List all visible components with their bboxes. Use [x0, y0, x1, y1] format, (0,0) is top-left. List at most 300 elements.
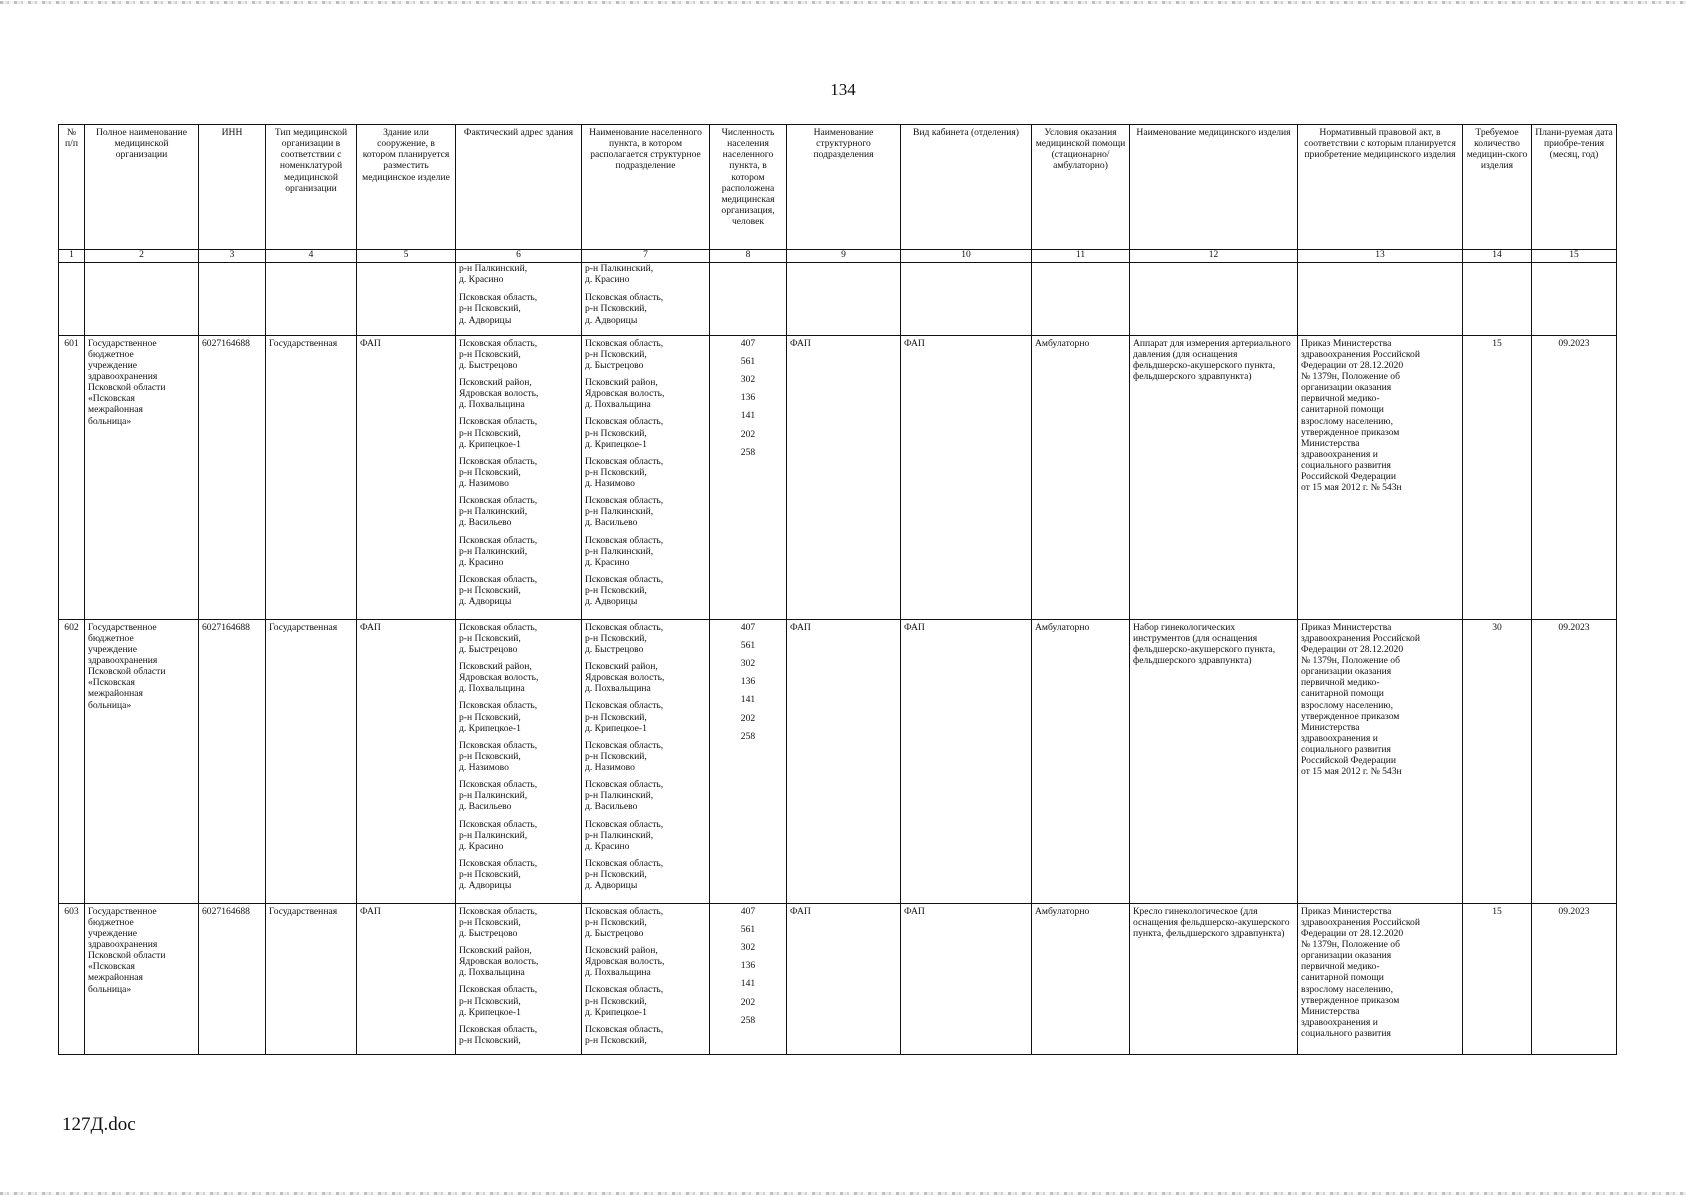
quantity: 15 [1463, 903, 1532, 1054]
legal-act-line: организации оказания [1301, 950, 1392, 962]
address-line: д. Похвальщина [585, 967, 651, 979]
address-line: д. Красино [585, 840, 630, 852]
address-line: р-н Псковский, [585, 585, 647, 596]
org-name-line: учреждение [88, 643, 137, 655]
address-line: р-н Палкинский, [585, 790, 654, 802]
legal-act-line: № 1379н, Положение об [1301, 371, 1400, 382]
column-number: 2 [85, 250, 199, 263]
table-cell [710, 263, 787, 336]
address-line: Псковская область, [585, 621, 664, 633]
table-cell [1298, 263, 1463, 336]
legal-act-line: взрослому населению, [1301, 699, 1393, 711]
address-line: р-н Псковский, [459, 466, 521, 478]
column-number: 7 [582, 250, 710, 263]
population-value: 302 [740, 658, 756, 669]
address-block [585, 700, 706, 733]
legal-act-line: социального развития [1301, 460, 1391, 471]
address-line: Псковская область, [585, 779, 664, 791]
address-line: Псковская область, [459, 455, 538, 467]
address-line: Псковская область, [585, 455, 664, 467]
legal-act-line: Федерации от 28.12.2020 [1301, 643, 1404, 655]
table-cell [582, 263, 710, 336]
building: ФАП [357, 335, 456, 619]
column-number: 13 [1298, 250, 1463, 263]
address-line: Псковская область, [585, 700, 664, 712]
column-number: 9 [787, 250, 901, 263]
address-block [459, 858, 578, 891]
legal-act-line: утвержденное приказом [1301, 994, 1400, 1006]
address-line: Псковская область, [585, 857, 664, 869]
population [710, 335, 787, 619]
address-line: р-н Псковский, [459, 995, 521, 1007]
address-line: р-н Палкинский, [585, 263, 654, 274]
address-block [459, 622, 578, 655]
org-name-line: больница» [88, 699, 132, 711]
table-cell [1032, 263, 1130, 336]
conditions: Амбулаторно [1032, 619, 1130, 903]
table-cell [1463, 263, 1532, 336]
address-block [585, 740, 706, 773]
org-type: Государственная [266, 335, 357, 619]
table-cell [266, 263, 357, 336]
address-line: Ядровская волость, [459, 956, 539, 968]
org-name [85, 903, 199, 1054]
address-line: Псковская область, [459, 495, 538, 507]
address-line: Псковская область, [585, 534, 664, 546]
legal-act-line: Приказ Министерства [1301, 337, 1392, 349]
device: Кресло гинекологическое (для оснащения фельдшерско-акушерского пункта, фельдшерского здравпункта) [1130, 903, 1298, 1054]
table-cell [59, 263, 85, 336]
address-line: Псковская область, [459, 905, 538, 917]
address-line: Псковская область, [585, 495, 664, 507]
address-block [585, 984, 706, 1017]
address-block [459, 819, 578, 852]
org-name-line: «Псковская [88, 961, 135, 973]
address-line: Псковская область, [459, 1023, 538, 1035]
table-cell [456, 263, 582, 336]
population-value: 561 [740, 639, 756, 651]
continuation-row [59, 263, 1617, 336]
address-block [585, 377, 706, 410]
address-line: д. Крипецкое-1 [459, 1006, 521, 1018]
org-name-line: Государственное [88, 337, 157, 349]
address-block [459, 263, 578, 286]
column-header: Численность населения населенного пункта, в котором расположена медицинская организация, человек [710, 125, 787, 250]
legal-act-line: утвержденное приказом [1301, 426, 1400, 438]
address-block [459, 740, 578, 773]
legal-act-line: здравоохранения Российской [1301, 916, 1420, 928]
org-name-line: межрайонная [88, 688, 143, 700]
address-line: д. Крипецкое-1 [585, 722, 647, 734]
device: Аппарат для измерения артериального давления (для оснащения фельдшерско-акушерского пункта, фельдшерского здравпункта) [1130, 335, 1298, 619]
address-line: р-н Псковский, [585, 303, 647, 315]
legal-act-line: утвержденное приказом [1301, 710, 1400, 722]
column-header: Требуемое количество медицин-ского изделия [1463, 125, 1532, 250]
address-line: д. Назимово [585, 762, 635, 773]
address-block [585, 338, 706, 371]
address-block [459, 535, 578, 568]
address-line: р-н Псковский, [459, 869, 521, 880]
legal-act-line: социального развития [1301, 744, 1391, 755]
legal-act-line: первичной медико- [1301, 393, 1380, 405]
org-name-line: учреждение [88, 927, 137, 939]
legal-act-line: Федерации от 28.12.2020 [1301, 359, 1404, 371]
population-value: 258 [740, 446, 756, 458]
cabinet: ФАП [901, 619, 1032, 903]
table-row [59, 335, 1617, 619]
org-name-line: больница» [88, 983, 132, 995]
address-line: р-н Псковский, [585, 711, 647, 723]
address-block [585, 535, 706, 568]
address-block [459, 495, 578, 528]
legal-act [1298, 335, 1463, 619]
address-line: д. Адворицы [459, 596, 512, 608]
column-header: Вид кабинета (отделения) [901, 125, 1032, 250]
settlement-name [582, 903, 710, 1054]
address-line: р-н Палкинский, [459, 829, 528, 841]
address-block [459, 416, 578, 449]
org-type: Государственная [266, 619, 357, 903]
page-number: 134 [830, 80, 856, 99]
legal-act-line: здравоохранения и [1301, 1016, 1378, 1028]
population [710, 903, 787, 1054]
population-value: 136 [740, 960, 756, 972]
column-number: 14 [1463, 250, 1532, 263]
address-block [459, 377, 578, 410]
column-number: 8 [710, 250, 787, 263]
column-number: 15 [1532, 250, 1617, 263]
address-block [585, 574, 706, 607]
address-line: д. Быстрецово [585, 643, 644, 655]
table-cell [1130, 263, 1298, 336]
org-name-line: Государственное [88, 905, 157, 917]
org-name [85, 619, 199, 903]
address-line: Псковский район, [459, 945, 532, 956]
legal-act-line: социального развития [1301, 1028, 1391, 1039]
address-line: Псковская область, [585, 739, 664, 751]
legal-act-line: № 1379н, Положение об [1301, 939, 1400, 950]
quantity: 30 [1463, 619, 1532, 903]
population-value: 561 [740, 923, 756, 935]
address-line: Псковская область, [459, 739, 538, 751]
address-line: р-н Палкинский, [459, 506, 528, 518]
address-line: д. Быстрецово [459, 927, 518, 939]
column-header: Наименование населенного пункта, в котором располагается структурное подразделение [582, 125, 710, 250]
address-block [459, 574, 578, 607]
building: ФАП [357, 903, 456, 1054]
table-body [59, 263, 1617, 1055]
address-block [585, 819, 706, 852]
org-name-line: Государственное [88, 621, 157, 633]
address-line: р-н Палкинский, [585, 545, 654, 557]
address-line: Ядровская волость, [459, 672, 539, 684]
column-number: 3 [199, 250, 266, 263]
population-value: 407 [740, 621, 756, 633]
address-line: д. Похвальщина [459, 967, 525, 979]
table-row [59, 903, 1617, 1054]
address-line: д. Васильево [585, 517, 638, 529]
address-line: д. Похвальщина [585, 399, 651, 411]
population-value: 302 [740, 942, 756, 953]
column-header: Плани-руемая дата приобре-тения (месяц, год) [1532, 125, 1617, 250]
settlement-name [582, 335, 710, 619]
legal-act [1298, 619, 1463, 903]
address-line: д. Крипецкое-1 [585, 1006, 647, 1018]
org-name-line: здравоохранения [88, 371, 158, 382]
population-value: 141 [740, 978, 756, 990]
legal-act-line: здравоохранения Российской [1301, 348, 1420, 360]
address-line: Псковская область, [459, 984, 538, 996]
org-name-line: Псковской области [88, 666, 166, 678]
legal-act-line: здравоохранения и [1301, 732, 1378, 744]
legal-act-line: санитарной помощи [1301, 404, 1384, 416]
address-line: р-н Палкинский, [585, 506, 654, 518]
settlement-name [582, 619, 710, 903]
subdivision: ФАП [787, 903, 901, 1054]
address-line: Ядровская волость, [459, 388, 539, 400]
address-line: д. Красино [459, 840, 504, 852]
address-line: д. Красино [585, 274, 630, 286]
column-number: 6 [456, 250, 582, 263]
address-block [585, 622, 706, 655]
org-name-line: больница» [88, 415, 132, 427]
legal-act-line: Министерства [1301, 1005, 1360, 1017]
address-line: д. Крипецкое-1 [459, 722, 521, 734]
address-block [585, 292, 706, 326]
address-line: Псковская область, [585, 337, 664, 349]
legal-act-line: взрослому населению, [1301, 415, 1393, 427]
org-name-line: здравоохранения [88, 655, 158, 666]
subdivision: ФАП [787, 619, 901, 903]
table-cell [85, 263, 199, 336]
org-name [85, 335, 199, 619]
address-line: Псковский район, [585, 377, 658, 388]
address-block [459, 292, 578, 326]
address-block [459, 700, 578, 733]
address-line: Псковская область, [585, 573, 664, 585]
legal-act-line: здравоохранения Российской [1301, 632, 1420, 644]
address-line: д. Адворицы [459, 314, 512, 326]
population-value: 136 [740, 392, 756, 404]
legal-act-line: Министерства [1301, 721, 1360, 733]
address-line: Псковская область, [459, 857, 538, 869]
building: ФАП [357, 619, 456, 903]
quantity: 15 [1463, 335, 1532, 619]
address-line: д. Быстрецово [585, 927, 644, 939]
legal-act-line: взрослому населению, [1301, 983, 1393, 995]
address-block [585, 858, 706, 891]
address-line: д. Похвальщина [459, 399, 525, 411]
address-block [585, 779, 706, 812]
legal-act-line: Российской Федерации [1301, 755, 1396, 767]
address-line: р-н Палкинский, [585, 829, 654, 841]
row-number: 603 [59, 903, 85, 1054]
row-number: 601 [59, 335, 85, 619]
column-number: 11 [1032, 250, 1130, 263]
address-line: р-н Псковский, [459, 916, 521, 928]
device: Набор гинекологических инструментов (для оснащения фельдшерско-акушерского пункта, фельдшерского здравпункта) [1130, 619, 1298, 903]
address-line: Псковский район, [459, 661, 532, 672]
population-value: 202 [740, 712, 756, 724]
address-line: д. Крипецкое-1 [585, 438, 647, 450]
address-line: Псковская область, [585, 818, 664, 830]
org-name-line: Псковской области [88, 950, 166, 962]
address-line: Псковская область, [459, 621, 538, 633]
actual-address [456, 335, 582, 619]
address-line: р-н Псковский, [459, 750, 521, 762]
address-line: д. Назимово [459, 478, 509, 489]
population [710, 619, 787, 903]
purchase-date: 09.2023 [1532, 903, 1617, 1054]
column-header: ИНН [199, 125, 266, 250]
address-line: р-н Псковский, [459, 632, 521, 644]
address-line: Псковская область, [585, 1023, 664, 1035]
address-block [585, 906, 706, 939]
population-value: 302 [740, 374, 756, 385]
address-line: Псковская область, [459, 534, 538, 546]
legal-act-line: здравоохранения и [1301, 448, 1378, 460]
address-block [585, 495, 706, 528]
address-line: д. Быстрецово [459, 643, 518, 655]
registry-table [58, 124, 1617, 1055]
column-number: 4 [266, 250, 357, 263]
address-block [585, 263, 706, 286]
column-number-row [59, 250, 1617, 263]
table-cell [357, 263, 456, 336]
address-line: д. Васильево [459, 517, 512, 529]
address-line: р-н Псковский, [585, 348, 647, 360]
legal-act-line: № 1379н, Положение об [1301, 655, 1400, 666]
column-header: Тип медицинской организации в соответствии с номенклатурой медицинской организации [266, 125, 357, 250]
org-type: Государственная [266, 903, 357, 1054]
address-line: р-н Псковский, [459, 303, 521, 315]
org-name-line: «Псковская [88, 677, 135, 689]
actual-address [456, 619, 582, 903]
address-line: д. Адворицы [585, 880, 638, 892]
org-name-line: межрайонная [88, 972, 143, 984]
subdivision: ФАП [787, 335, 901, 619]
org-name-line: учреждение [88, 359, 137, 371]
address-block [459, 661, 578, 694]
address-line: р-н Псковский, [585, 869, 647, 880]
address-line: р-н Псковский, [585, 995, 647, 1007]
address-line: Псковская область, [585, 292, 664, 304]
population-value: 407 [740, 337, 756, 349]
address-line: р-н Палкинский, [459, 263, 528, 274]
address-block [585, 416, 706, 449]
address-line: Псковская область, [459, 573, 538, 585]
address-block [459, 338, 578, 371]
address-line: Псковская область, [459, 337, 538, 349]
address-line: Псковская область, [459, 292, 538, 304]
column-header: Нормативный правовой акт, в соответствии с которым планируется приобретение медицинского изделия [1298, 125, 1463, 250]
address-block [459, 1024, 578, 1046]
address-line: д. Адворицы [459, 880, 512, 892]
address-line: д. Быстрецово [585, 359, 644, 371]
address-line: Ядровская волость, [585, 672, 665, 684]
inn: 6027164688 [199, 903, 266, 1054]
address-block [459, 779, 578, 812]
address-line: д. Назимово [585, 478, 635, 489]
address-line: Ядровская волость, [585, 388, 665, 400]
address-block [585, 945, 706, 978]
legal-act-line: организации оказания [1301, 382, 1392, 394]
address-block [459, 945, 578, 978]
column-header: № п/п [59, 125, 85, 250]
column-number: 5 [357, 250, 456, 263]
column-header: Здание или сооружение, в котором планируется разместить медицинское изделие [357, 125, 456, 250]
population-value: 141 [740, 410, 756, 422]
org-name-line: межрайонная [88, 404, 143, 416]
legal-act-line: от 15 мая 2012 г. № 543н [1301, 766, 1402, 778]
legal-act-line: Российской Федерации [1301, 471, 1396, 483]
column-header: Полное наименование медицинской организации [85, 125, 199, 250]
address-line: д. Красино [459, 274, 504, 286]
address-block [585, 1024, 706, 1046]
legal-act-line: Приказ Министерства [1301, 621, 1392, 633]
address-line: д. Васильево [459, 801, 512, 813]
address-line: д. Быстрецово [459, 359, 518, 371]
population-value: 258 [740, 1014, 756, 1026]
legal-act-line: санитарной помощи [1301, 972, 1384, 984]
address-line: Ядровская волость, [585, 956, 665, 968]
address-line: д. Васильево [585, 801, 638, 813]
table-cell [199, 263, 266, 336]
table-cell [787, 263, 901, 336]
address-line: Псковская область, [585, 905, 664, 917]
address-line: д. Крипецкое-1 [459, 438, 521, 450]
address-line: д. Адворицы [585, 314, 638, 326]
address-line: д. Красино [585, 556, 630, 568]
header-row [59, 125, 1617, 250]
column-number: 10 [901, 250, 1032, 263]
population-value: 202 [740, 996, 756, 1008]
cabinet: ФАП [901, 903, 1032, 1054]
address-line: р-н Псковский, [585, 427, 647, 439]
org-name-line: здравоохранения [88, 939, 158, 950]
table-cell [1532, 263, 1617, 336]
column-header: Условия оказания медицинской помощи (стационарно/ амбулаторно) [1032, 125, 1130, 250]
address-line: д. Назимово [459, 762, 509, 773]
address-line: Псковская область, [585, 416, 664, 428]
address-line: д. Красино [459, 556, 504, 568]
population-value: 141 [740, 694, 756, 706]
org-name-line: бюджетное [88, 348, 134, 360]
purchase-date: 09.2023 [1532, 619, 1617, 903]
address-line: д. Похвальщина [585, 683, 651, 695]
address-line: р-н Псковский, [459, 585, 521, 596]
scan-edge-bottom [0, 1192, 1686, 1195]
address-block [459, 906, 578, 939]
address-line: Псковская область, [459, 779, 538, 791]
inn: 6027164688 [199, 335, 266, 619]
conditions: Амбулаторно [1032, 903, 1130, 1054]
inn: 6027164688 [199, 619, 266, 903]
address-line: Псковская область, [459, 818, 538, 830]
legal-act-line: Министерства [1301, 437, 1360, 449]
legal-act-line: Федерации от 28.12.2020 [1301, 927, 1404, 939]
legal-act-line: Приказ Министерства [1301, 905, 1392, 917]
column-header: Фактический адрес здания [456, 125, 582, 250]
address-line: Псковская область, [459, 700, 538, 712]
address-line: р-н Псковский, [585, 632, 647, 644]
legal-act-line: первичной медико- [1301, 677, 1380, 689]
legal-act-line: санитарной помощи [1301, 688, 1384, 700]
cabinet: ФАП [901, 335, 1032, 619]
address-line: р-н Псковский, [459, 711, 521, 723]
actual-address [456, 903, 582, 1054]
purchase-date: 09.2023 [1532, 335, 1617, 619]
